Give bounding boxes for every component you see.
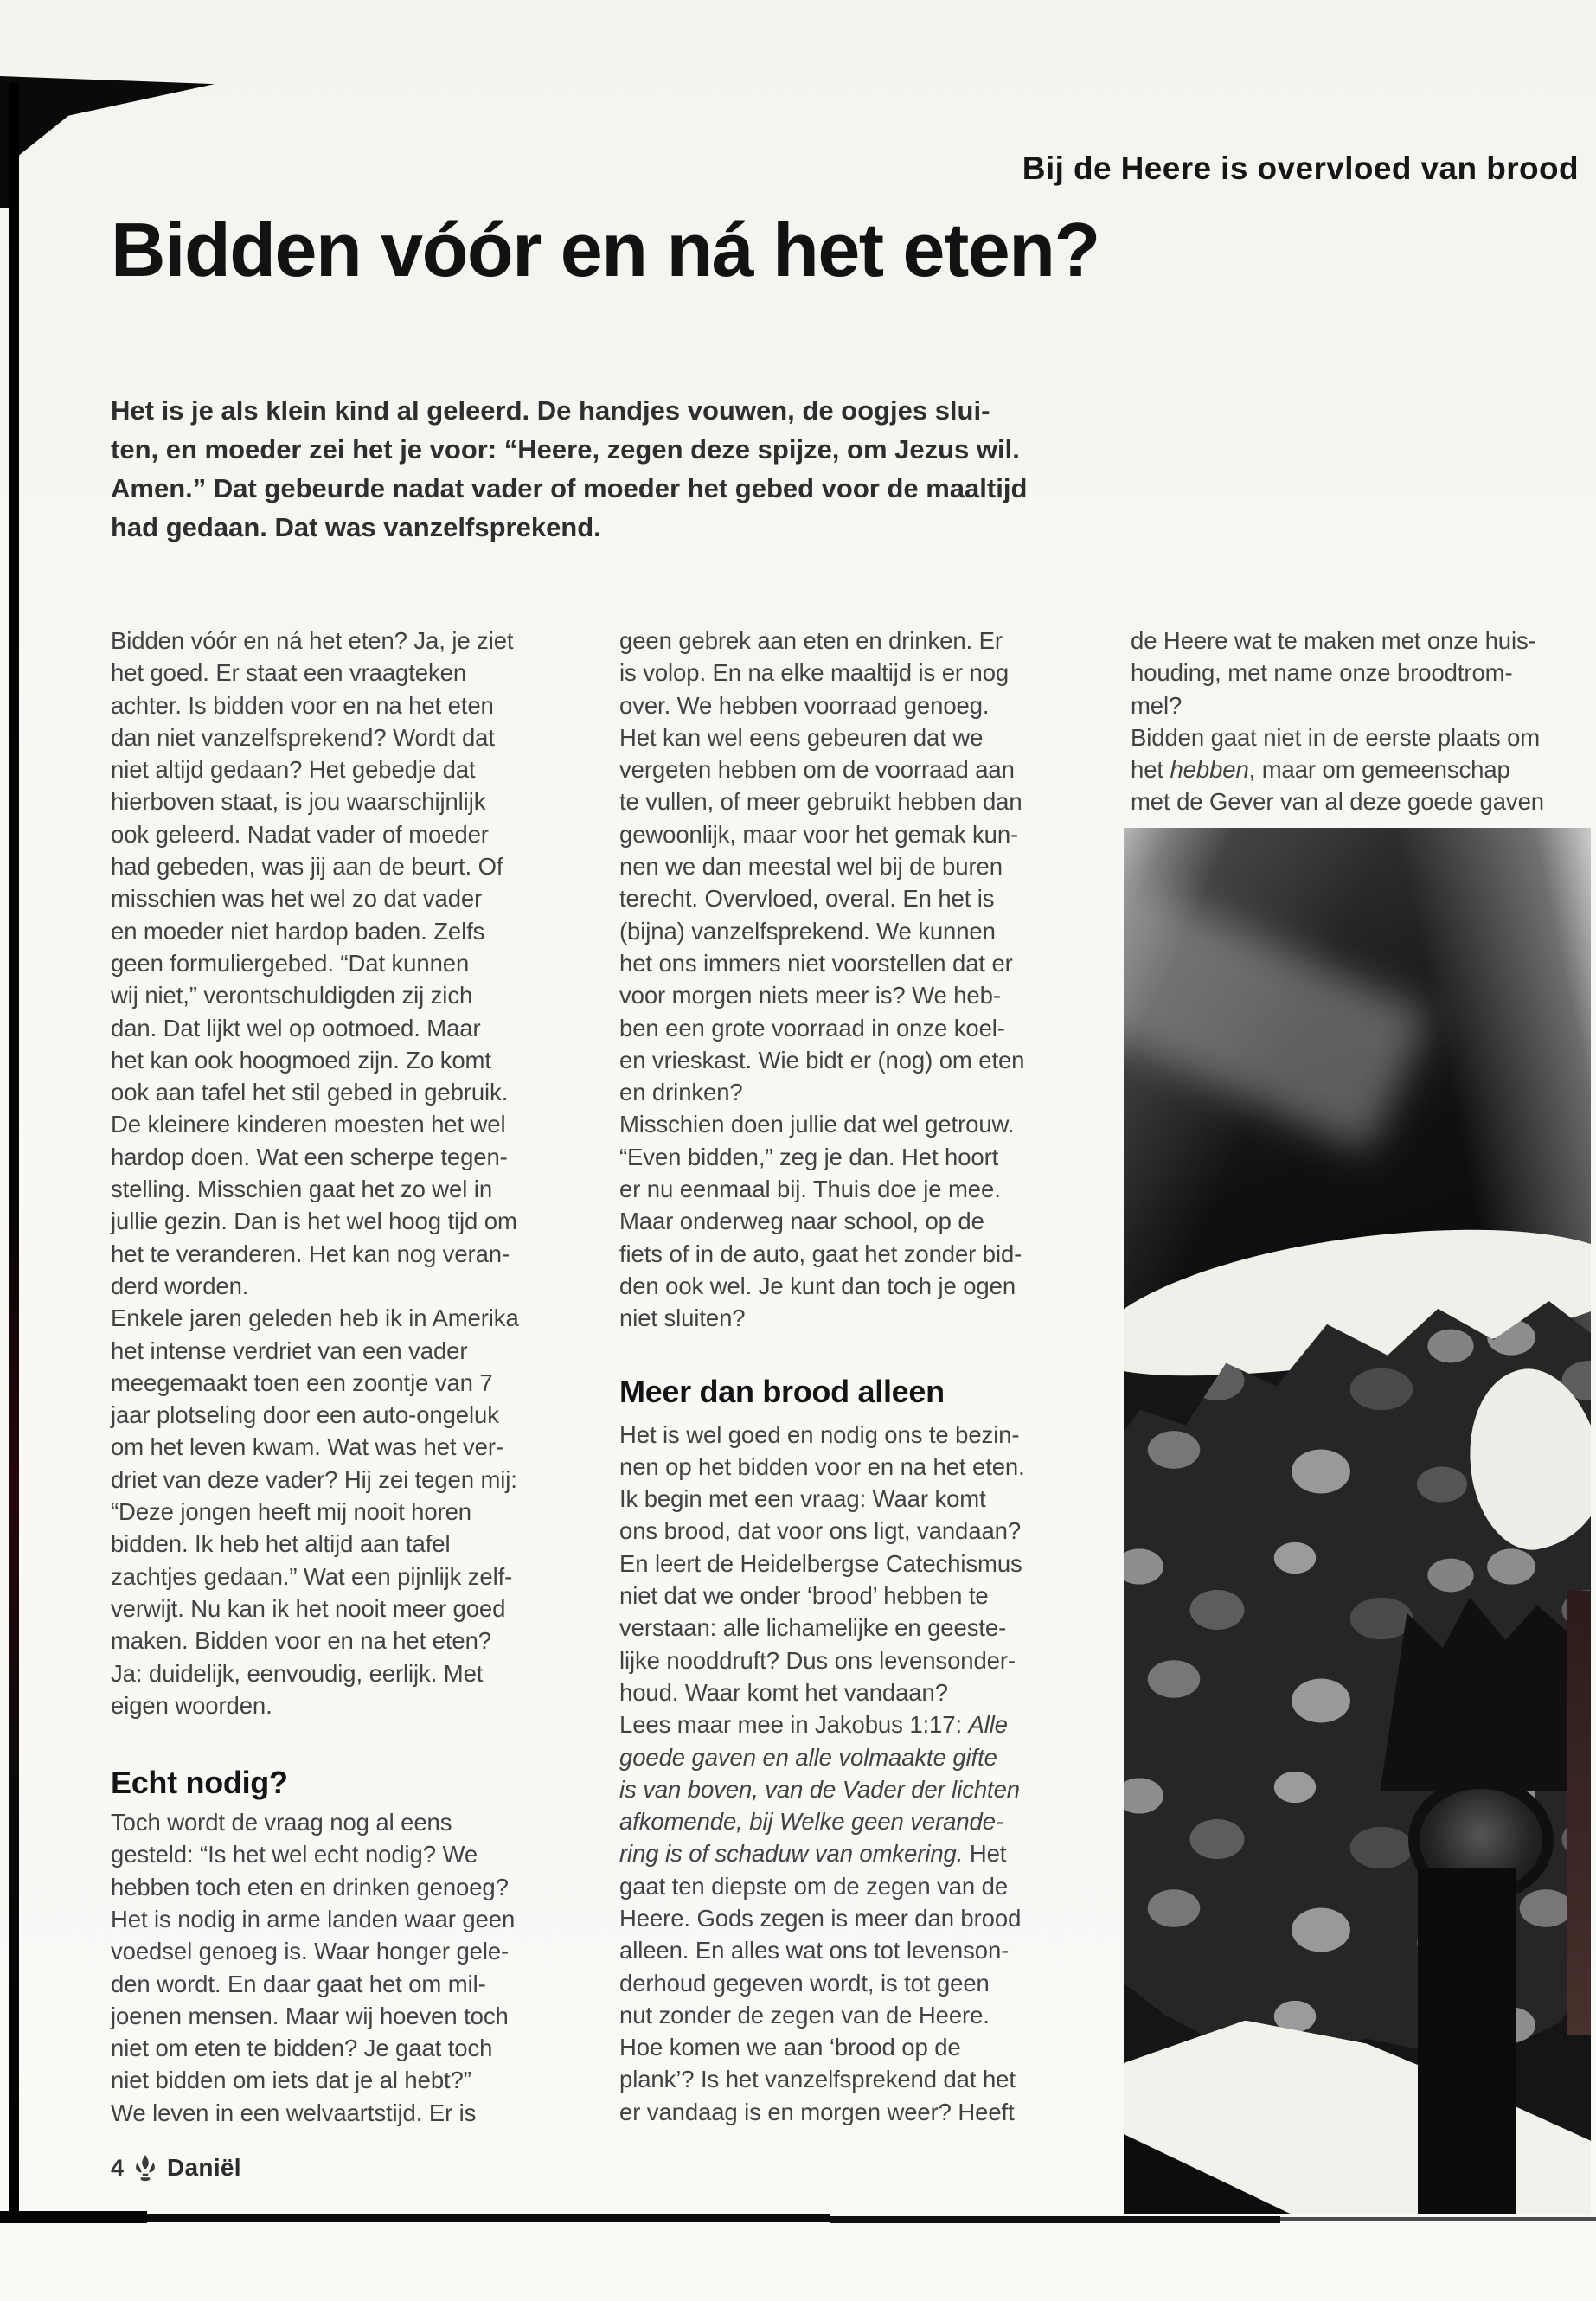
text-line: den ook wel. Je kunt dan toch je ogen [619,1272,1016,1299]
text-line: De kleinere kinderen moesten het wel [111,1111,506,1138]
text-line: ring is of schaduw van omkering. Het [619,1840,1007,1868]
scan-corner-wedge [0,76,215,208]
text-line: en vrieskast. Wie bidt er (nog) om eten [619,1046,1025,1074]
text-line: mel? [1131,691,1183,719]
text-line: nen we dan meestal wel bij de buren [619,853,1003,881]
text-line: geen formuliergebed. “Dat kunnen [111,949,470,977]
text-line: het kan ook hoogmoed zijn. Zo komt [111,1046,491,1074]
text-line: achter. Is bidden voor en na het eten [111,691,494,719]
text-line: Ja: duidelijk, eenvoudig, eerlijk. Met [111,1659,484,1687]
text-line: ben een grote voorraad in onze koel- [619,1014,1005,1042]
text-line: te vullen, of meer gebruikt hebben dan [619,788,1022,816]
bottom-rule [830,2216,1280,2223]
text-line: ons brood, dat voor ons ligt, vandaan? [619,1517,1022,1545]
text-line: met de Gever van al deze goede gaven [1131,788,1544,816]
text-line: dan niet vanzelfsprekend? Wordt dat [111,723,495,751]
text-line: vergeten hebben om de voorraad aan [619,756,1015,784]
text-line: houd. Waar komt het vandaan? [619,1678,948,1706]
page-title: Bidden vóór en ná het eten? [111,207,1099,292]
column-1-text [111,625,582,1721]
column-2-text-2 [619,1419,1095,2129]
text-line: joenen mensen. Maar wij hoeven toch [111,2002,509,2029]
text-line: jullie gezin. Dan is het wel hoog tijd om [111,1208,517,1235]
bottom-rule [147,2214,830,2222]
column-2-text [619,625,1095,1335]
kicker: Bij de Heere is overvloed van brood [1022,151,1579,186]
text-line: Hoe komen we aan ‘brood op de [619,2034,961,2061]
page-footer [111,2154,241,2182]
text-line: Enkele jaren geleden heb ik in Amerika [111,1304,519,1332]
section-heading-meer-dan-brood: Meer dan brood alleen [619,1373,945,1409]
text-line: terecht. Overvloed, overal. En het is [619,885,995,913]
text-line: het te veranderen. Het kan nog veran- [111,1240,510,1267]
fleur-de-lis-icon [135,2155,156,2182]
text-line: wij niet,” verontschuldigden zij zich [111,982,473,1009]
text-line: meegemaakt toen een zoontje van 7 [111,1368,493,1396]
text-line: goede gaven en alle volmaakte gifte [619,1743,997,1771]
text-line: over. We hebben voorraad genoeg. [619,691,990,719]
text-line: niet altijd gedaan? Het gebedje dat [111,756,476,784]
text-line: Heere. Gods zegen is meer dan brood [619,1904,1022,1932]
text-line: hebben toch eten en drinken genoeg? [111,1873,509,1900]
text-line: Het is nodig in arme landen waar geen [111,1905,516,1932]
text-line: maken. Bidden voor en na het eten? [111,1627,491,1655]
text-line: Misschien doen jullie dat wel getrouw. [619,1111,1015,1138]
text-line: zachtjes gedaan.” Wat een pijnlijk zelf- [111,1562,513,1590]
intro-paragraph [111,391,1088,547]
text-line: geen gebrek aan eten en drinken. Er [619,627,1003,654]
text-line: ook geleerd. Nadat vader of moeder [111,820,489,848]
text-line: hardop doen. Wat een scherpe tegen- [111,1143,508,1170]
text-line: had gebeden, was jij aan de beurt. Of [111,853,503,881]
text-line: alleen. En alles wat ons tot levenson- [619,1937,1010,1965]
text-line: Maar onderweg naar school, op de [619,1208,984,1235]
text-line: Bidden vóór en ná het eten? Ja, je ziet [111,627,514,654]
text-line: lijke nooddruft? Dus ons levensonder- [619,1646,1016,1674]
text-line: afkomende, bij Welke geen verande- [619,1808,1003,1836]
bottom-rule [0,2211,147,2223]
text-line: verstaan: alle lichamelijke en geeste- [619,1614,1007,1642]
text-line: om het leven kwam. Wat was het ver- [111,1433,503,1461]
text-line: had gedaan. Dat was vanzelfsprekend. [111,512,601,542]
text-line: Bidden gaat niet in de eerste plaats om [1131,723,1541,751]
text-line: Amen.” Dat gebeurde nadat vader of moeder het gebed voor de maaltijd [111,473,1028,503]
scan-left-bar [9,83,19,2214]
text-line: misschien was het wel zo dat vader [111,885,483,913]
text-line: het hebben, maar om gemeenschap [1131,756,1510,784]
text-line: voedsel genoeg is. Waar honger gele- [111,1938,510,1965]
text-line: Ik begin met een vraag: Waar komt [619,1485,986,1513]
column-3-text [1131,625,1589,818]
text-line: verwijt. Nu kan ik het nooit meer goed [111,1594,506,1622]
text-line: (bijna) vanzelfsprekend. We kunnen [619,917,996,945]
text-line: gesteld: “Is het wel echt nodig? We [111,1841,478,1868]
text-line: Het is wel goed en nodig ons te bezin- [619,1420,1020,1448]
text-line: Toch wordt de vraag nog al eens [111,1809,452,1836]
text-line: nut zonder de zegen van de Heere. [619,2001,990,2029]
text-line: het goed. Er staat een vraagteken [111,659,467,687]
text-line: is van boven, van de Vader der lichten [619,1775,1020,1803]
text-line: gaat ten diepste om de zegen van de [619,1872,1009,1900]
text-line: Het kan wel eens gebeuren dat we [619,723,984,751]
text-line: en drinken? [619,1079,743,1106]
text-line: derd worden. [111,1272,249,1299]
bottom-rule [1280,2217,1596,2221]
text-line: En leert de Heidelbergse Catechismus [619,1549,1022,1577]
text-line: niet sluiten? [619,1304,746,1332]
text-line: niet dat we onder ‘brood’ hebben te [619,1582,989,1610]
text-line: de Heere wat te maken met onze huis- [1131,627,1536,654]
text-line: Het is je als klein kind al geleerd. De handjes vouwen, de oogjes slui- [111,395,990,426]
text-line: dan. Dat lijkt wel op ootmoed. Maar [111,1014,481,1042]
text-line: er nu eenmaal bij. Thuis doe je mee. [619,1176,1001,1203]
text-line: het ons immers niet voorstellen dat er [619,949,1013,977]
text-line: hierboven staat, is jou waarschijnlijk [111,788,486,816]
text-line: nen op het bidden voor en na het eten. [619,1452,1025,1480]
text-line: plank’? Is het vanzelfsprekend dat het [619,2066,1016,2093]
text-line: driet van deze vader? Hij zei tegen mij: [111,1465,517,1493]
text-line: “Even bidden,” zeg je dan. Het hoort [619,1143,999,1170]
text-line: niet om eten te bidden? Je gaat toch [111,2035,493,2062]
column-1 [111,625,582,2129]
text-line: houding, met name onze broodtrom- [1131,659,1513,687]
magazine-name: Daniël [167,2154,241,2181]
text-line: Lees maar mee in Jakobus 1:17: Alle [619,1711,1008,1739]
text-line: jaar plotseling door een auto-ongeluk [111,1401,499,1429]
text-line: er vandaag is en morgen weer? Heeft [619,2098,1015,2125]
text-line: eigen woorden. [111,1691,272,1719]
column-1-text-2 [111,1806,582,2129]
text-line: bidden. Ik heb het altijd aan tafel [111,1530,451,1558]
photo-goblet-stem [1418,1868,1516,2214]
text-line: is volop. En na elke maaltijd is er nog [619,659,1010,687]
column-2 [619,625,1095,2128]
text-line: “Deze jongen heeft mij nooit horen [111,1498,471,1526]
text-line: fiets of in de auto, gaat het zonder bid- [619,1240,1022,1267]
text-line: ten, en moeder zei het je voor: “Heere, zegen deze spijze, om Jezus wil. [111,434,1020,465]
text-line: We leven in een welvaartstijd. Er is [111,2099,477,2126]
text-line: het intense verdriet van een vader [111,1336,468,1364]
food-photo [1124,828,1591,2214]
text-line: den wordt. En daar gaat het om mil- [111,1970,486,1997]
column-3 [1131,625,1589,818]
text-line: en moeder niet hardop baden. Zelfs [111,917,485,945]
text-line: gewoonlijk, maar voor het gemak kun- [619,820,1019,848]
section-heading-echt-nodig: Echt nodig? [111,1765,288,1801]
photo-right-edge-strip [1567,1591,1591,2035]
text-line: derhoud gegeven wordt, is tot geen [619,1969,990,1997]
text-line: ook aan tafel het stil gebed in gebruik. [111,1079,509,1106]
page-number: 4 [111,2154,125,2181]
text-line: niet bidden om iets dat je al hebt?” [111,2067,471,2094]
text-line: voor morgen niets meer is? We heb- [619,982,1001,1009]
text-line: stelling. Misschien gaat het zo wel in [111,1176,493,1203]
